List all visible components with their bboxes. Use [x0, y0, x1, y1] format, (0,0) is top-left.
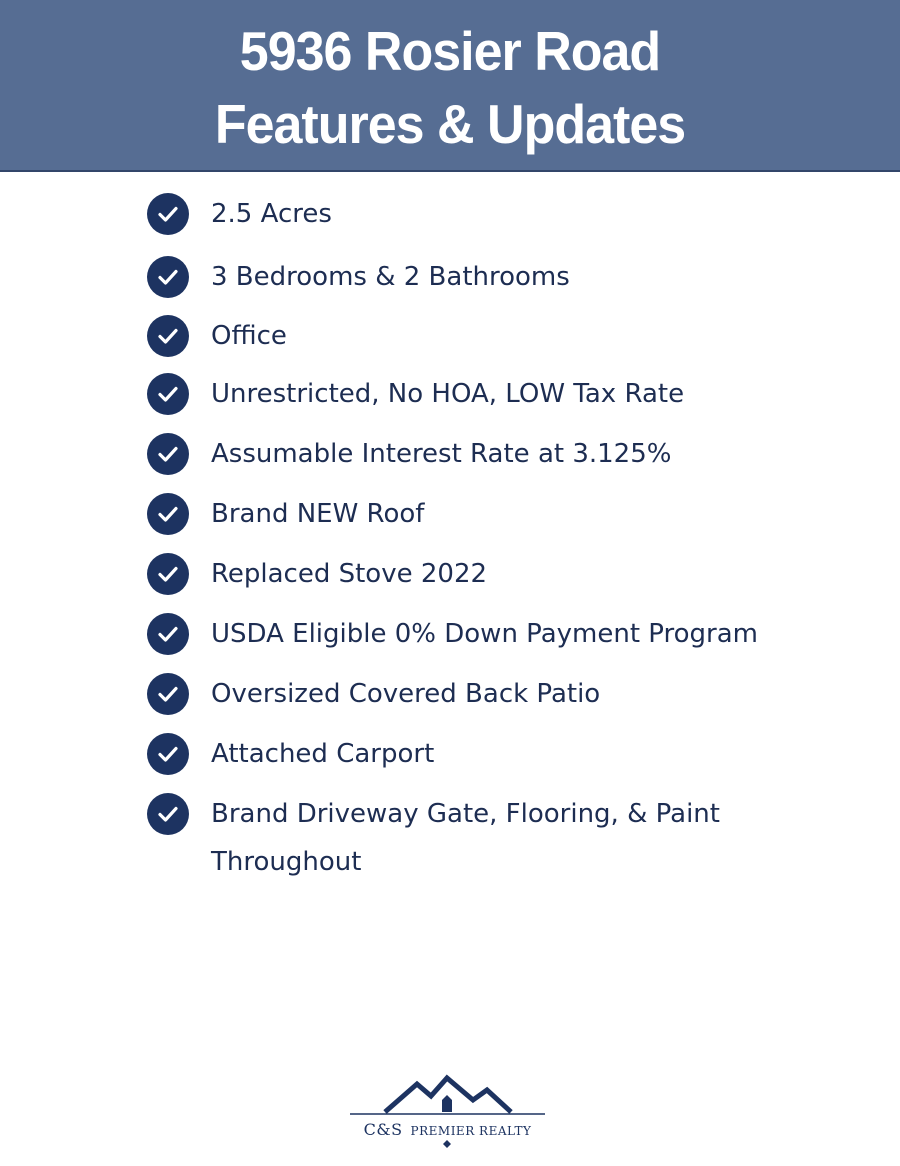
feature-item: [147, 553, 847, 598]
diamond-icon: [443, 1140, 451, 1148]
check-circle-icon: [147, 256, 189, 298]
feature-text: Office: [211, 321, 287, 351]
feature-item: [147, 733, 847, 778]
feature-item: [147, 315, 847, 360]
feature-item: [147, 613, 847, 658]
feature-item: [147, 673, 847, 718]
check-circle-icon: [147, 673, 189, 715]
check-circle-icon: [147, 613, 189, 655]
logo-company-name: PREMIER REALTY: [410, 1124, 532, 1138]
check-circle-icon: [147, 433, 189, 475]
logo-wordmark: [345, 1120, 550, 1139]
header-banner: [0, 0, 900, 172]
feature-text: Attached Carport: [211, 739, 435, 769]
feature-item: [147, 433, 847, 478]
feature-text: Assumable Interest Rate at 3.125%: [211, 439, 672, 469]
feature-text: Brand Driveway Gate, Flooring, & Paint Throughout: [211, 799, 720, 877]
check-circle-icon: [147, 193, 189, 235]
check-circle-icon: [147, 733, 189, 775]
feature-text: 3 Bedrooms & 2 Bathrooms: [211, 262, 570, 292]
feature-item: [147, 193, 847, 238]
check-circle-icon: [147, 315, 189, 357]
feature-item: [147, 793, 747, 886]
page-title-address: 5936 Rosier Road: [239, 21, 661, 83]
feature-text: USDA Eligible 0% Down Payment Program: [211, 619, 758, 649]
logo-initials: C&S: [363, 1120, 403, 1139]
feature-item: [147, 256, 847, 301]
feature-text: Unrestricted, No HOA, LOW Tax Rate: [211, 379, 685, 409]
company-logo: [345, 1072, 550, 1152]
check-circle-icon: [147, 373, 189, 415]
check-circle-icon: [147, 553, 189, 595]
house-roof-logo-icon: [345, 1072, 550, 1118]
feature-item: [147, 373, 847, 418]
feature-text: Brand NEW Roof: [211, 499, 425, 529]
feature-text: 2.5 Acres: [211, 199, 332, 229]
page-title-subtitle: Features & Updates: [214, 94, 686, 156]
feature-text: Replaced Stove 2022: [211, 559, 488, 589]
check-circle-icon: [147, 793, 189, 835]
check-circle-icon: [147, 493, 189, 535]
feature-item: [147, 493, 847, 538]
feature-text: Oversized Covered Back Patio: [211, 679, 601, 709]
